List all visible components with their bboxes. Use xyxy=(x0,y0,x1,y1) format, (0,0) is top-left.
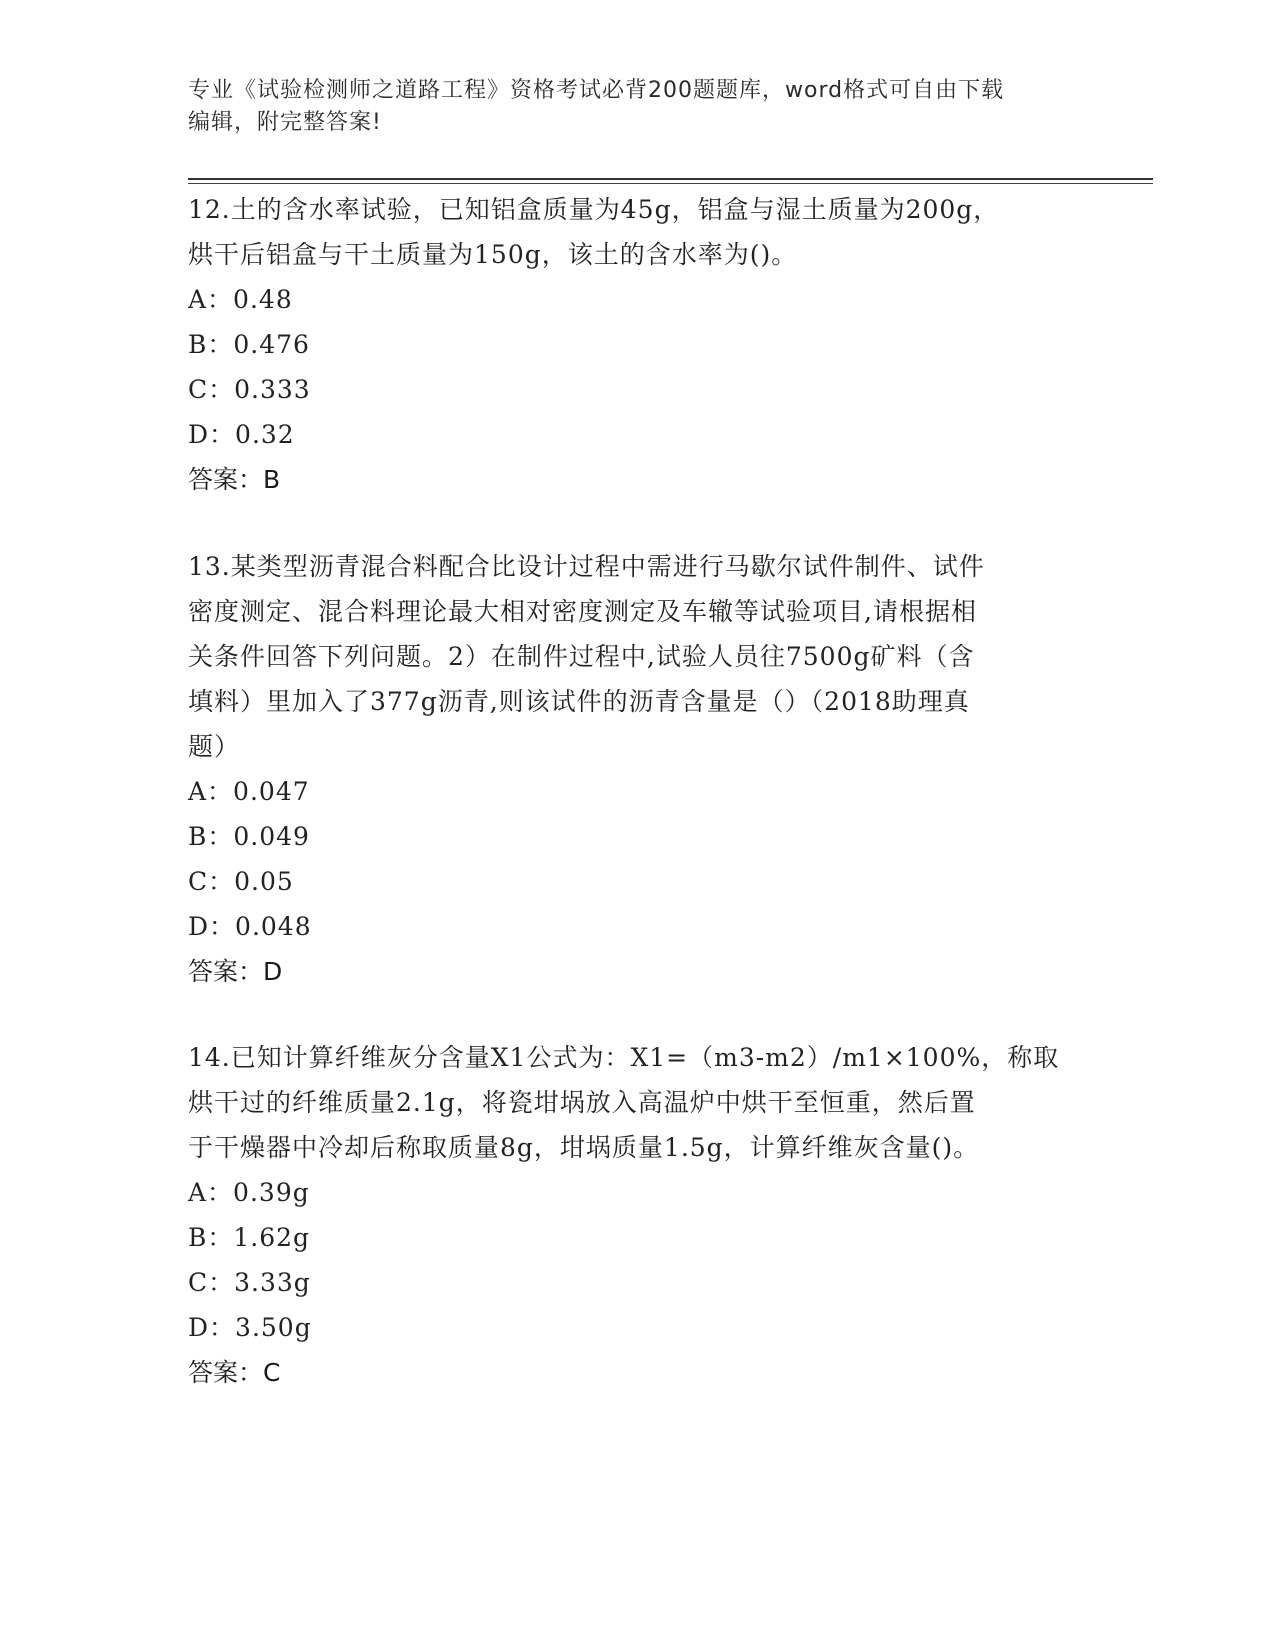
header-divider-thick xyxy=(188,178,1153,180)
option-a: A：0.39g xyxy=(188,1178,310,1207)
header-line-2: 编辑，附完整答案! xyxy=(188,110,382,135)
question-14 xyxy=(188,1035,1083,1395)
option-c: C：0.05 xyxy=(188,867,294,896)
option-a: A：0.047 xyxy=(188,777,310,806)
question-line: 烘干过的纤维质量2.1g，将瓷坩埚放入高温炉中烘干至恒重，然后置 xyxy=(188,1088,976,1117)
option-a: A：0.48 xyxy=(188,285,293,314)
option-c: C：0.333 xyxy=(188,375,311,404)
answer-text: 答案：B xyxy=(188,465,281,494)
option-d: D：0.32 xyxy=(188,420,295,449)
question-line: 密度测定、混合料理论最大相对密度测定及车辙等试验项目,请根据相 xyxy=(188,597,977,626)
option-b: B：0.049 xyxy=(188,822,310,851)
question-13 xyxy=(188,544,1083,994)
question-line: 题） xyxy=(188,732,241,761)
answer-text: 答案：C xyxy=(188,1358,281,1387)
document-header xyxy=(188,75,1068,139)
question-line: 填料）里加入了377g沥青,则该试件的沥青含量是（）（2018助理真 xyxy=(188,687,970,716)
question-line: 12.土的含水率试验，已知铝盒质量为45g，铝盒与湿土质量为200g， xyxy=(188,195,1000,224)
option-c: C：3.33g xyxy=(188,1268,311,1297)
header-divider-thin xyxy=(188,183,1153,184)
question-12 xyxy=(188,187,1083,502)
option-b: B：1.62g xyxy=(188,1223,311,1252)
question-line: 13.某类型沥青混合料配合比设计过程中需进行马歇尔试件制件、试件 xyxy=(188,552,985,581)
option-d: D：0.048 xyxy=(188,912,312,941)
option-b: B：0.476 xyxy=(188,330,310,359)
question-line: 烘干后铝盒与干土质量为150g，该土的含水率为()。 xyxy=(188,240,798,269)
question-line: 14.已知计算纤维灰分含量X1公式为：X1=（m3-m2）/m1×100%，称取 xyxy=(188,1043,1060,1072)
question-line: 于干燥器中冷却后称取质量8g，坩埚质量1.5g，计算纤维灰含量()。 xyxy=(188,1133,980,1162)
option-d: D：3.50g xyxy=(188,1313,312,1342)
question-line: 关条件回答下列问题。2）在制件过程中,试验人员往7500g矿料（含 xyxy=(188,642,975,671)
answer-text: 答案：D xyxy=(188,957,283,986)
header-line-1: 专业《试验检测师之道路工程》资格考试必背200题题库，word格式可自由下载 xyxy=(188,78,1005,103)
